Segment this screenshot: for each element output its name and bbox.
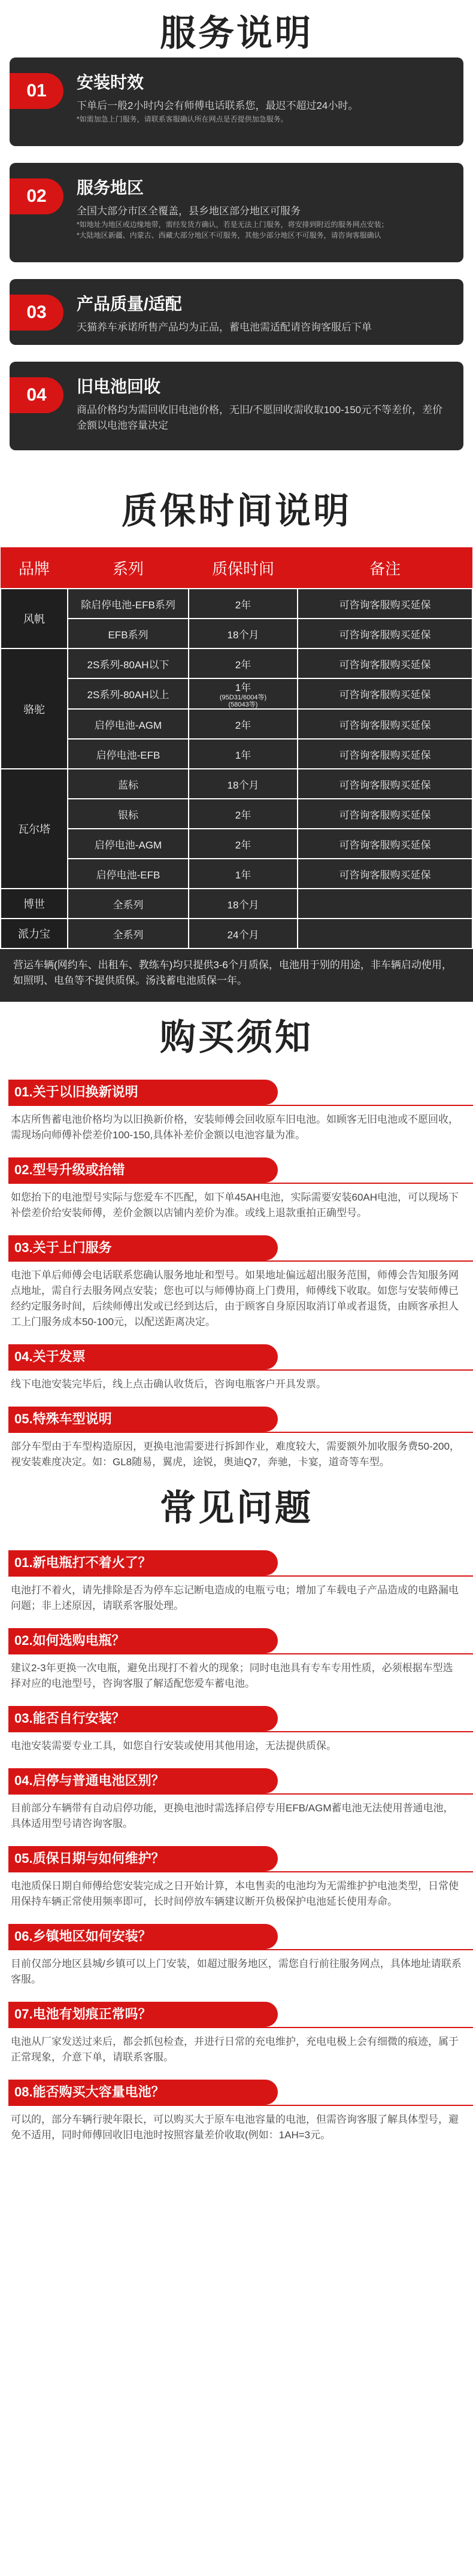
faq-item-title: 03.能否自行安装？ bbox=[8, 1706, 278, 1731]
card-title: 安装时效 bbox=[77, 73, 144, 92]
faq-section bbox=[0, 1550, 473, 2157]
period-cell: 2年 bbox=[189, 709, 298, 739]
series-cell: 蓝标 bbox=[68, 769, 189, 799]
series-cell: 启停电池-EFB bbox=[68, 859, 189, 889]
note-cell bbox=[298, 919, 472, 948]
card-text: 天猫养车承诺所售产品均为正品，蓄电池需适配请咨询客服后下单 bbox=[77, 322, 372, 333]
table-header-row bbox=[1, 547, 472, 589]
faq-item-text: 电池质保日期自师傅给您安装完成之日开始计算，本电售卖的电池均为无需维护护电池类型，日常使用保持车辆正常使用频率即可，长时间停放车辆建议断开负极保护电池延长使用寿命。 bbox=[11, 1880, 459, 1907]
card-number: 04 bbox=[10, 377, 63, 413]
faq-item-text: 电池从厂家发送过来后，都会抓包检查，并进行日常的充电维护，充电电极上会有细微的痕迹，属于正常现象，介意下单，请联系客服。 bbox=[11, 2036, 459, 2063]
faq-item-text: 可以的，部分车辆行驶年限长，可以购买大于原车电池容量的电池，但需咨询客服了解具体型号，避免不适用，同时师傅回收旧电池时按照容量差价收取(例如：1AH=3元。 bbox=[11, 2114, 459, 2141]
series-cell: 除启停电池-EFB系列 bbox=[68, 589, 189, 619]
service-cards bbox=[0, 57, 473, 450]
faq-item-title: 05.质保日期与如何维护？ bbox=[8, 1846, 278, 1871]
series-cell: 启停电池-AGM bbox=[68, 829, 189, 859]
brand-cell: 风帆 bbox=[1, 589, 68, 648]
purchase-title: 购买须知 bbox=[160, 1017, 313, 1057]
service-card-area bbox=[10, 163, 463, 262]
note-cell: 可咨询客服购买延保 bbox=[298, 648, 472, 678]
col-note: 备注 bbox=[298, 547, 472, 589]
card-number: 01 bbox=[10, 73, 63, 109]
purchase-item-title: 05.特殊车型说明 bbox=[8, 1407, 278, 1432]
table-row bbox=[1, 769, 472, 799]
series-cell: 启停电池-EFB bbox=[68, 739, 189, 769]
series-cell: 2S系列-80AH以上 bbox=[68, 678, 189, 709]
table-row bbox=[1, 709, 472, 739]
table-row bbox=[1, 648, 472, 678]
note-cell: 可咨询客服购买延保 bbox=[298, 589, 472, 619]
period-cell: 2年 bbox=[189, 648, 298, 678]
card-number: 02 bbox=[10, 178, 63, 214]
note-cell: 可咨询客服购买延保 bbox=[298, 799, 472, 829]
period-cell: 18个月 bbox=[189, 889, 298, 919]
faq-item-title: 04.启停与普通电池区别？ bbox=[8, 1768, 278, 1793]
service-title: 服务说明 bbox=[160, 13, 313, 53]
faq-item-text: 目前部分车辆带有自动启停功能，更换电池时需选择启停专用EFB/AGM蓄电池无法使用普通电池，具体适用型号请咨询客服。 bbox=[11, 1802, 454, 1829]
faq-item-text: 电池安装需要专业工具，如您自行安装或使用其他用途，无法提供质保。 bbox=[11, 1740, 336, 1751]
series-cell: 银标 bbox=[68, 799, 189, 829]
col-brand: 品牌 bbox=[1, 547, 68, 589]
purchase-item-text: 本店所售蓄电池价格均为以旧换新价格，安装师傅会回收原车旧电池。如顾客无旧电池或不愿回收，需现场向师傅补偿差价100-150,具体补差价金额以电池容量为准。 bbox=[11, 1114, 459, 1141]
table-row bbox=[1, 919, 472, 948]
warranty-title: 质保时间说明 bbox=[122, 491, 351, 531]
faq-item-title: 07.电池有划痕正常吗？ bbox=[8, 2002, 278, 2027]
table-row bbox=[1, 799, 472, 829]
faq-item-title: 08.能否购买大容量电池？ bbox=[8, 2080, 278, 2105]
note-cell: 可咨询客服购买延保 bbox=[298, 739, 472, 769]
series-cell: 2S系列-80AH以下 bbox=[68, 648, 189, 678]
table-row bbox=[1, 889, 472, 919]
card-title: 服务地区 bbox=[77, 178, 144, 197]
service-card-time bbox=[10, 57, 463, 146]
period-value: 1年 bbox=[235, 682, 251, 693]
brand-cell: 博世 bbox=[1, 889, 68, 919]
note-cell: 可咨询客服购买延保 bbox=[298, 829, 472, 859]
period-cell: 24个月 bbox=[189, 919, 298, 948]
card-note: *如需加急上门服务，请联系客服确认所在网点是否提供加急服务。 bbox=[77, 115, 288, 123]
col-period: 质保时间 bbox=[189, 547, 298, 589]
card-number: 03 bbox=[10, 295, 63, 331]
faq-item-text: 目前仅部分地区县城/乡镇可以上门安装，如超过服务地区，需您自行前往服务网点，具体地址请联系客服。 bbox=[11, 1958, 462, 1985]
purchase-item-title: 04.关于发票 bbox=[8, 1344, 278, 1369]
faq-item-text: 建议2-3年更换一次电瓶，避免出现打不着火的现象；同时电池具有专车专用性质，必须根据车型选择对应的电池型号，咨询客服了解适配您爱车蓄电池。 bbox=[11, 1662, 453, 1689]
period-cell: 2年 bbox=[189, 799, 298, 829]
table-row bbox=[1, 589, 472, 619]
period-cell: 1年 bbox=[189, 739, 298, 769]
brand-cell: 派力宝 bbox=[1, 919, 68, 948]
note-cell: 可咨询客服购买延保 bbox=[298, 859, 472, 889]
series-cell: 启停电池-AGM bbox=[68, 709, 189, 739]
period-cell: 2年 bbox=[189, 589, 298, 619]
table-row bbox=[1, 678, 472, 709]
purchase-item-title: 01.关于以旧换新说明 bbox=[8, 1080, 278, 1105]
purchase-item-title: 03.关于上门服务 bbox=[8, 1235, 278, 1260]
period-cell: 1年 bbox=[189, 859, 298, 889]
purchase-item-title: 02.型号升级或抬错 bbox=[8, 1157, 278, 1183]
faq-title: 常见问题 bbox=[160, 1488, 313, 1528]
table-row bbox=[1, 829, 472, 859]
series-cell: EFB系列 bbox=[68, 619, 189, 648]
period-cell bbox=[189, 678, 298, 709]
series-cell: 全系列 bbox=[68, 889, 189, 919]
brand-cell: 骆驼 bbox=[1, 648, 68, 769]
service-card-quality bbox=[10, 279, 463, 345]
note-cell: 可咨询客服购买延保 bbox=[298, 769, 472, 799]
purchase-item-text: 如您抬下的电池型号实际与您爱车不匹配，如下单45AH电池，实际需要安装60AH电池，可以现场下补偿差价给安装师傅，差价金额以店铺内差价为准。或线上退款重拍正确型号。 bbox=[11, 1192, 459, 1219]
brand-cell: 瓦尔塔 bbox=[1, 769, 68, 889]
period-subnote: (95D31/6004等) (58043等) bbox=[219, 694, 267, 708]
purchase-item-text: 电池下单后师傅会电话联系您确认服务地址和型号。如果地址偏远超出服务范围，师傅会告知服务网点地址，需自行去服务网点安装；您也可以与师傅协商上门费用，师傅线下收取。如您与安装师傅已经约定服务时间，后续师傅出发或已经到达后，由于顾客自身原因取消订单或者退货，由顾客承担人工上门服务成本50-100元，以配送距离决定。 bbox=[11, 1269, 459, 1328]
series-cell: 全系列 bbox=[68, 919, 189, 948]
purchase-section bbox=[0, 1080, 473, 1484]
faq-item-title: 02.如何选购电瓶？ bbox=[8, 1628, 278, 1653]
card-text: 全国大部分市区全覆盖，县乡地区部分地区可服务 bbox=[77, 205, 301, 217]
card-title: 旧电池回收 bbox=[77, 377, 161, 396]
note-cell: 可咨询客服购买延保 bbox=[298, 619, 472, 648]
card-title: 产品质量/适配 bbox=[77, 295, 182, 313]
purchase-item-text: 线下电池安装完毕后，线上点击确认收货后，咨询电瓶客户开具发票。 bbox=[11, 1378, 326, 1390]
faq-item-title: 01.新电瓶打不着火了？ bbox=[8, 1550, 278, 1575]
col-series: 系列 bbox=[68, 547, 189, 589]
warranty-footnote: 营运车辆(网约车、出租车、教练车)均只提供3-6个月质保，电池用于别的用途，非车辆启动使用，如照明、电鱼等不提供质保。汤浅蓄电池质保一年。 bbox=[0, 949, 473, 1002]
card-note: *如地址为地区或边缘地带，需经发货方确认，若是无法上门服务，将安排到附近的服务网点安装； *大陆地区新疆、内蒙古、西藏大部分地区不可服务，其他少部分地区不可服务，请咨询客服确认 bbox=[77, 220, 389, 240]
table-row bbox=[1, 619, 472, 648]
period-cell: 18个月 bbox=[189, 769, 298, 799]
note-cell: 可咨询客服购买延保 bbox=[298, 709, 472, 739]
service-card-recycle bbox=[10, 362, 463, 450]
faq-item-title: 06.乡镇地区如何安装？ bbox=[8, 1924, 278, 1949]
card-text: 商品价格均为需回收旧电池价格，无旧/不愿回收需收取100-150元不等差价，差价金额以电池容量决定 bbox=[77, 404, 443, 431]
note-cell bbox=[298, 889, 472, 919]
warranty-table bbox=[0, 547, 473, 949]
period-cell: 2年 bbox=[189, 829, 298, 859]
faq-item-text: 电池打不着火，请先排除是否为停车忘记断电造成的电瓶亏电；增加了车载电子产品造成的电路漏电问题；非上述原因，请联系客服处理。 bbox=[11, 1584, 459, 1611]
table-row bbox=[1, 739, 472, 769]
purchase-item-text: 部分车型由于车型构造原因，更换电池需要进行拆卸作业，难度较大，需要额外加收服务费50-200，视安装难度决定。如：GL8随易，翼虎，途锐，奥迪Q7，奔驰，卡宴，道奇等车型。 bbox=[11, 1441, 460, 1468]
note-cell: 可咨询客服购买延保 bbox=[298, 678, 472, 709]
card-text: 下单后一般2小时内会有师傅电话联系您，最迟不超过24小时。 bbox=[77, 100, 359, 111]
period-cell: 18个月 bbox=[189, 619, 298, 648]
table-row bbox=[1, 859, 472, 889]
